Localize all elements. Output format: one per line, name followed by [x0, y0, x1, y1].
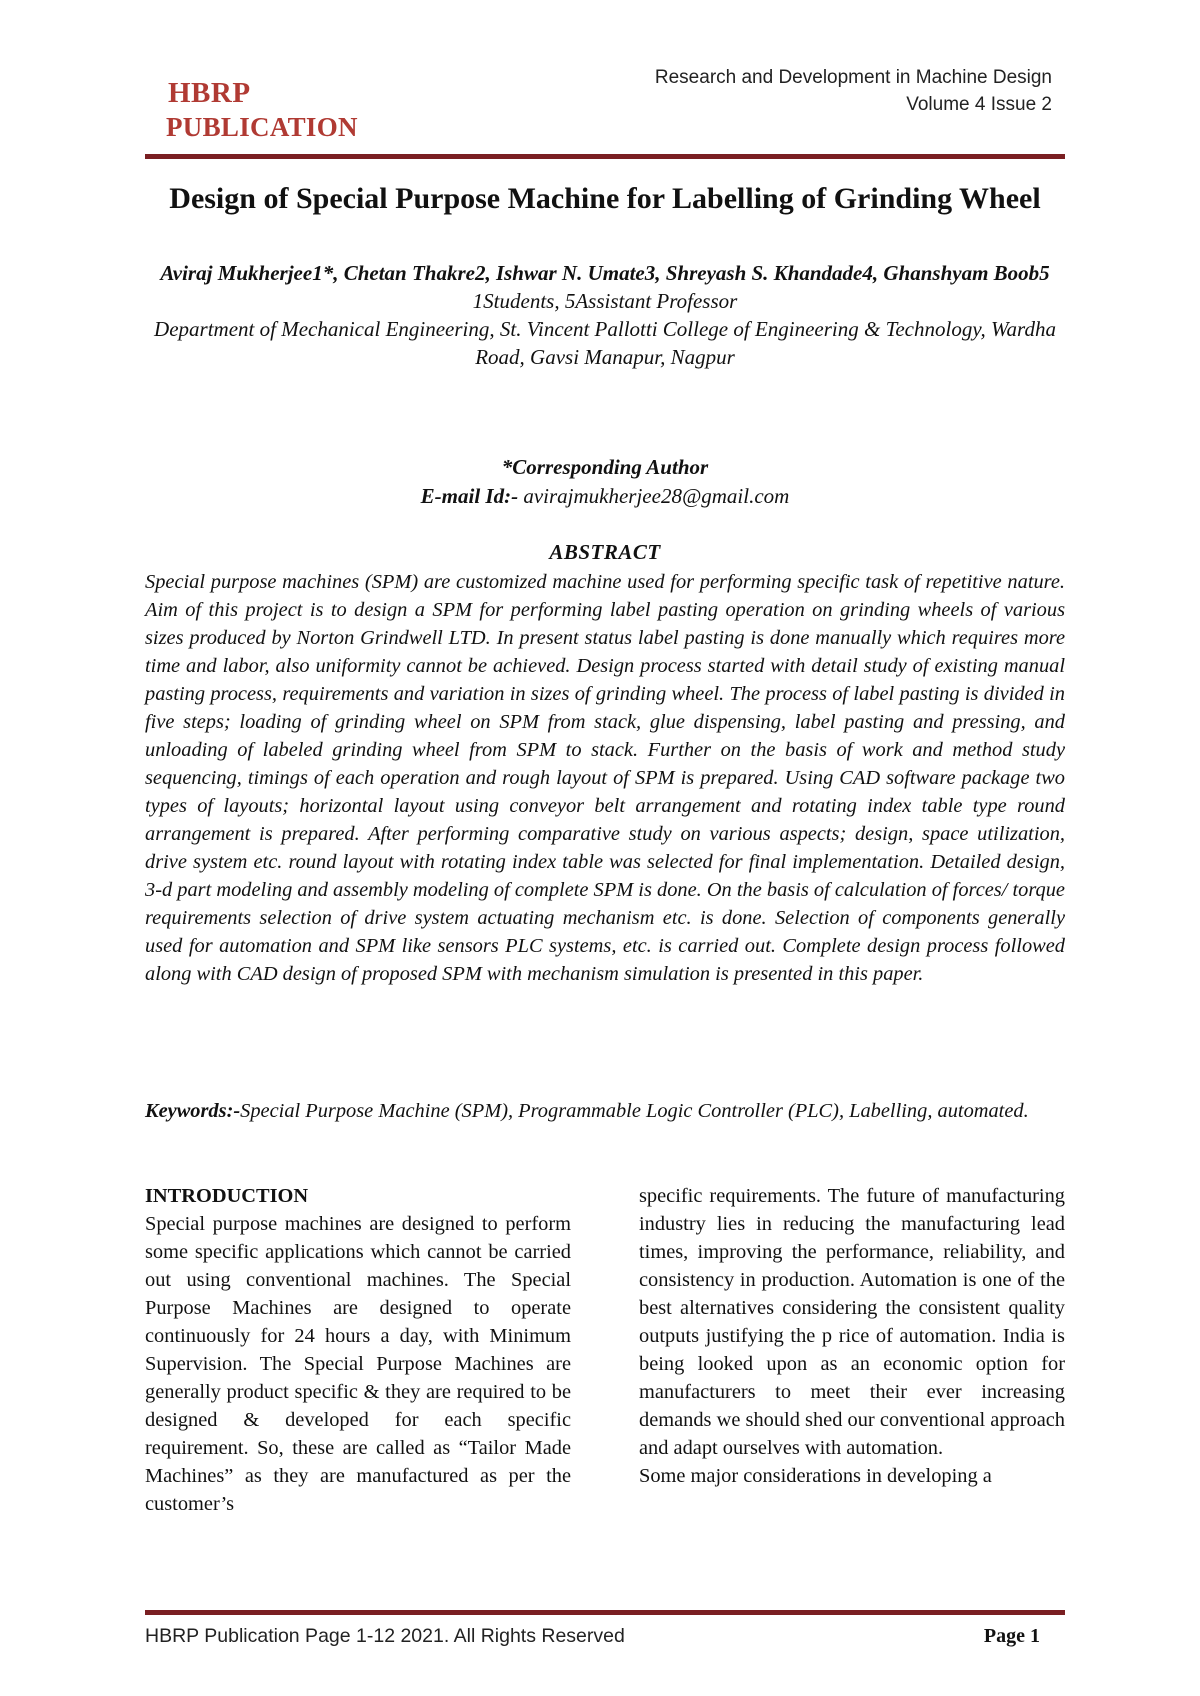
- footer-divider: [145, 1610, 1065, 1615]
- keywords-label: Keywords:-: [145, 1100, 241, 1122]
- introduction-heading: INTRODUCTION: [145, 1185, 309, 1207]
- right-column: [639, 1182, 1065, 1490]
- footer-copyright: HBRP Publication Page 1-12 2021. All Rights Reserved: [145, 1625, 625, 1647]
- journal-name: Research and Development in Machine Design: [654, 67, 1052, 88]
- introduction-right-text: specific requirements. The future of manufacturing industry lies in reducing the manufacturing lead times, improving the performance, reliability, and consistency in production. Automation is one of the best alternatives considering the consistent quality outputs justifying the p rice of automation. India is being looked upon as an economic option for manufacturers to meet their ever increasing demands we should shed our conventional approach and adapt ourselves with automation.: [639, 1185, 1065, 1459]
- corresponding-author-label: *Corresponding Author: [501, 455, 709, 479]
- keywords: [145, 1097, 1065, 1125]
- introduction-left-text: Special purpose machines are designed to perform some specific applications which cannot be carried out using conventional machines. The Special Purpose Machines are designed to operate continuously for 24 hours a day, with Minimum Supervision. The Special Purpose Machines are generally product specific & they are required to be designed & developed for each specific requirement. So, these are called as “Tailor Made Machines” as they are manufactured as per the customer’s: [145, 1213, 571, 1515]
- corresponding-block: [145, 453, 1065, 511]
- author-list: Aviraj Mukherjee1*, Chetan Thakre2, Ishwar N. Umate3, Shreyash S. Khandade4, Ghanshyam Boob5: [160, 261, 1050, 285]
- email-link[interactable]: avirajmukherjee28@gmail.com: [523, 484, 790, 508]
- logo-line-1: HBRP: [168, 77, 251, 109]
- volume-issue: Volume 4 Issue 2: [906, 94, 1052, 115]
- left-column: [145, 1182, 571, 1518]
- affiliation: Department of Mechanical Engineering, St. Vincent Pallotti College of Engineering & Technology, Wardha Road, Gavsi Manapur, Nagpur: [154, 317, 1056, 369]
- author-roles: 1Students, 5Assistant Professor: [472, 289, 738, 313]
- email-label: E-mail Id:-: [420, 484, 519, 508]
- logo-line-2: PUBLICATION: [166, 112, 358, 142]
- author-block: [145, 259, 1065, 371]
- header-divider: [145, 154, 1065, 159]
- keywords-text: Special Purpose Machine (SPM), Programmable Logic Controller (PLC), Labelling, automated.: [240, 1100, 1029, 1122]
- publisher-logo: [166, 76, 406, 144]
- abstract-heading: ABSTRACT: [549, 540, 661, 564]
- journal-info: [655, 64, 1052, 118]
- abstract-text: Special purpose machines (SPM) are customized machine used for performing specific task of repetitive nature. Aim of this project is to design a SPM for performing label pasting operation on grinding wheels of various sizes produced by Norton Grindwell LTD. In present status label pasting is done manually which requires more time and labor, also uniformity cannot be achieved. Design process started with detail study of existing manual pasting process, requirements and variation in sizes of grinding wheel. The process of label pasting is divided in five steps; loading of grinding wheel on SPM from stack, glue dispensing, label pasting and pressing, and unloading of labeled grinding wheel from SPM to stack. Further on the basis of work and method study sequencing, timings of each operation and rough layout of SPM is prepared. Using CAD software package two types of layouts; horizontal layout using conveyor belt arrangement and rotating index table type round arrangement is prepared. After performing comparative study on various aspects; design, space utilization, drive system etc. round layout with rotating index table was selected for final implementation. Detailed design, 3-d part modeling and assembly modeling of complete SPM is done. On the basis of calculation of forces/ torque requirements selection of drive system actuating mechanism etc. is done. Selection of components generally used for automation and SPM like sensors PLC systems, etc. is carried out. Complete design process followed along with CAD design of proposed SPM with mechanism simulation is presented in this paper.: [145, 571, 1065, 985]
- paper-title: Design of Special Purpose Machine for Labelling of Grinding Wheel: [169, 182, 1041, 215]
- introduction-right-text-2: Some major considerations in developing a: [639, 1465, 992, 1487]
- page-number: Page 1: [983, 1625, 1040, 1647]
